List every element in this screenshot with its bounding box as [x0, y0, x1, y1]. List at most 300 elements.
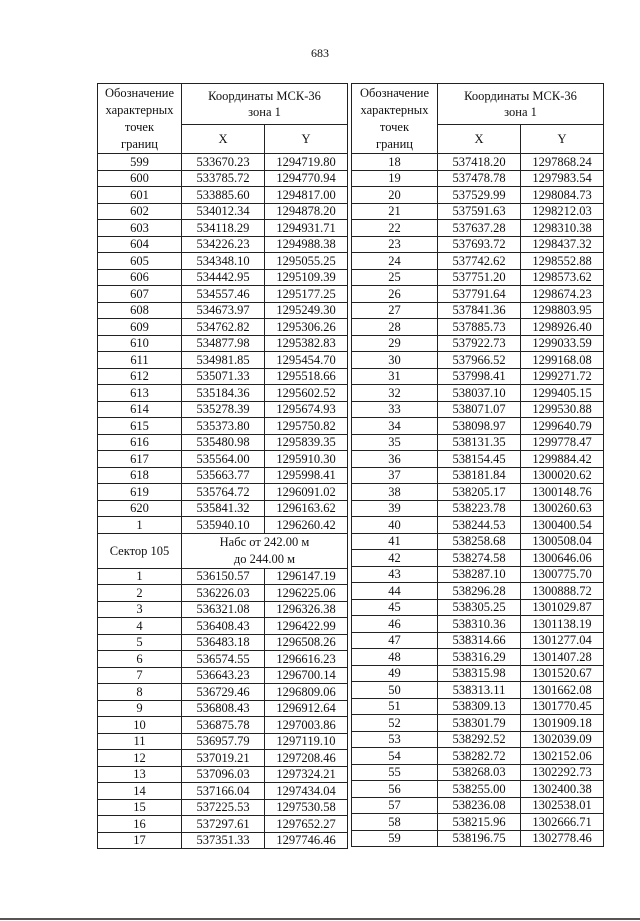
x-coordinate-cell: 538282.72 [438, 748, 521, 765]
point-id-cell: 24 [352, 253, 438, 270]
y-coordinate-cell: 1297868.24 [521, 154, 604, 171]
x-coordinate-cell: 535480.98 [182, 434, 265, 451]
table-row [98, 401, 348, 418]
header-point-name: Обозначение характерных точек границ [352, 84, 438, 154]
x-coordinate-cell: 538196.75 [438, 830, 521, 847]
point-id-cell: 47 [352, 632, 438, 649]
x-coordinate-cell: 535071.33 [182, 368, 265, 385]
point-id-cell: 32 [352, 385, 438, 402]
point-id-cell: 5 [98, 634, 182, 651]
header-y: Y [521, 125, 604, 154]
x-coordinate-cell: 537418.20 [438, 154, 521, 171]
table-row [352, 517, 604, 534]
left-rows-a [98, 154, 348, 534]
x-coordinate-cell: 538255.00 [438, 781, 521, 798]
table-row [352, 632, 604, 649]
y-coordinate-cell: 1302538.01 [521, 797, 604, 814]
x-coordinate-cell: 537841.36 [438, 302, 521, 319]
right-rows [352, 154, 604, 847]
y-coordinate-cell: 1301407.28 [521, 649, 604, 666]
table-row [352, 715, 604, 732]
x-coordinate-cell: 537998.41 [438, 368, 521, 385]
y-coordinate-cell: 1296809.06 [265, 684, 348, 701]
x-coordinate-cell: 536150.57 [182, 568, 265, 585]
table-row [352, 830, 604, 847]
y-coordinate-cell: 1296147.19 [265, 568, 348, 585]
table-row [352, 467, 604, 484]
x-coordinate-cell: 538305.25 [438, 599, 521, 616]
y-coordinate-cell: 1298552.88 [521, 253, 604, 270]
table-row [352, 781, 604, 798]
point-id-cell: 603 [98, 220, 182, 237]
table-row [98, 319, 348, 336]
scan-bottom-edge [0, 918, 640, 920]
point-id-cell: 41 [352, 533, 438, 550]
x-coordinate-cell: 538215.96 [438, 814, 521, 831]
point-id-cell: 17 [98, 832, 182, 849]
table-row [98, 220, 348, 237]
x-coordinate-cell: 534762.82 [182, 319, 265, 336]
y-coordinate-cell: 1297530.58 [265, 799, 348, 816]
point-id-cell: 614 [98, 401, 182, 418]
y-coordinate-cell: 1297003.86 [265, 717, 348, 734]
y-coordinate-cell: 1302152.06 [521, 748, 604, 765]
x-coordinate-cell: 536729.46 [182, 684, 265, 701]
x-coordinate-cell: 538154.45 [438, 451, 521, 468]
table-row [98, 651, 348, 668]
point-id-cell: 48 [352, 649, 438, 666]
point-id-cell: 55 [352, 764, 438, 781]
left-rows-b [98, 568, 348, 849]
table-row [98, 568, 348, 585]
x-coordinate-cell: 533885.60 [182, 187, 265, 204]
y-coordinate-cell: 1296163.62 [265, 500, 348, 517]
point-id-cell: 59 [352, 830, 438, 847]
table-row [98, 368, 348, 385]
table-row [352, 352, 604, 369]
x-coordinate-cell: 538071.07 [438, 401, 521, 418]
point-id-cell: 602 [98, 203, 182, 220]
point-id-cell: 35 [352, 434, 438, 451]
y-coordinate-cell: 1298437.32 [521, 236, 604, 253]
point-id-cell: 26 [352, 286, 438, 303]
x-coordinate-cell: 538274.58 [438, 550, 521, 567]
y-coordinate-cell: 1300508.04 [521, 533, 604, 550]
table-row [98, 750, 348, 767]
table-row [98, 203, 348, 220]
point-id-cell: 601 [98, 187, 182, 204]
y-coordinate-cell: 1294817.00 [265, 187, 348, 204]
x-coordinate-cell: 537693.72 [438, 236, 521, 253]
table-row [98, 618, 348, 635]
y-coordinate-cell: 1297208.46 [265, 750, 348, 767]
x-coordinate-cell: 534981.85 [182, 352, 265, 369]
table-row [98, 585, 348, 602]
point-id-cell: 3 [98, 601, 182, 618]
table-row [352, 319, 604, 336]
table-row [98, 467, 348, 484]
y-coordinate-cell: 1296326.38 [265, 601, 348, 618]
x-coordinate-cell: 538314.66 [438, 632, 521, 649]
y-coordinate-cell: 1295249.30 [265, 302, 348, 319]
x-coordinate-cell: 538287.10 [438, 566, 521, 583]
y-coordinate-cell: 1295306.26 [265, 319, 348, 336]
point-id-cell: 610 [98, 335, 182, 352]
point-id-cell: 1 [98, 517, 182, 534]
y-coordinate-cell: 1298310.38 [521, 220, 604, 237]
point-id-cell: 18 [352, 154, 438, 171]
y-coordinate-cell: 1300888.72 [521, 583, 604, 600]
point-id-cell: 14 [98, 783, 182, 800]
point-id-cell: 33 [352, 401, 438, 418]
point-id-cell: 30 [352, 352, 438, 369]
point-id-cell: 23 [352, 236, 438, 253]
y-coordinate-cell: 1299640.79 [521, 418, 604, 435]
x-coordinate-cell: 534557.46 [182, 286, 265, 303]
y-coordinate-cell: 1301277.04 [521, 632, 604, 649]
table-row [98, 434, 348, 451]
point-id-cell: 46 [352, 616, 438, 633]
x-coordinate-cell: 535663.77 [182, 467, 265, 484]
table-row [352, 220, 604, 237]
point-id-cell: 4 [98, 618, 182, 635]
x-coordinate-cell: 537885.73 [438, 319, 521, 336]
y-coordinate-cell: 1297324.21 [265, 766, 348, 783]
table-row [352, 550, 604, 567]
table-row [98, 832, 348, 849]
table-row [98, 484, 348, 501]
y-coordinate-cell: 1295839.35 [265, 434, 348, 451]
y-coordinate-cell: 1295674.93 [265, 401, 348, 418]
y-coordinate-cell: 1298803.95 [521, 302, 604, 319]
point-id-cell: 618 [98, 467, 182, 484]
x-coordinate-cell: 533785.72 [182, 170, 265, 187]
y-coordinate-cell: 1300260.63 [521, 500, 604, 517]
y-coordinate-cell: 1300646.06 [521, 550, 604, 567]
x-coordinate-cell: 536483.18 [182, 634, 265, 651]
y-coordinate-cell: 1299778.47 [521, 434, 604, 451]
point-id-cell: 600 [98, 170, 182, 187]
y-coordinate-cell: 1294878.20 [265, 203, 348, 220]
x-coordinate-cell: 535564.00 [182, 451, 265, 468]
point-id-cell: 52 [352, 715, 438, 732]
y-coordinate-cell: 1297119.10 [265, 733, 348, 750]
table-row [352, 236, 604, 253]
table-row [352, 286, 604, 303]
y-coordinate-cell: 1297434.04 [265, 783, 348, 800]
y-coordinate-cell: 1302039.09 [521, 731, 604, 748]
y-coordinate-cell: 1299033.59 [521, 335, 604, 352]
y-coordinate-cell: 1301662.08 [521, 682, 604, 699]
table-row [352, 368, 604, 385]
x-coordinate-cell: 537637.28 [438, 220, 521, 237]
y-coordinate-cell: 1298573.62 [521, 269, 604, 286]
point-id-cell: 612 [98, 368, 182, 385]
y-coordinate-cell: 1295454.70 [265, 352, 348, 369]
y-coordinate-cell: 1297983.54 [521, 170, 604, 187]
point-id-cell: 57 [352, 797, 438, 814]
table-row [352, 616, 604, 633]
y-coordinate-cell: 1298212.03 [521, 203, 604, 220]
x-coordinate-cell: 536957.79 [182, 733, 265, 750]
x-coordinate-cell: 538313.11 [438, 682, 521, 699]
sector-altitude-note: Набс от 242.00 м до 244.00 м [182, 533, 348, 568]
y-coordinate-cell: 1296616.23 [265, 651, 348, 668]
table-row [98, 733, 348, 750]
table-row [352, 583, 604, 600]
header-x: X [182, 125, 265, 154]
x-coordinate-cell: 535278.39 [182, 401, 265, 418]
table-row [352, 566, 604, 583]
x-coordinate-cell: 538309.13 [438, 698, 521, 715]
table-row [352, 401, 604, 418]
x-coordinate-cell: 534442.95 [182, 269, 265, 286]
x-coordinate-cell: 534673.97 [182, 302, 265, 319]
x-coordinate-cell: 535940.10 [182, 517, 265, 534]
point-id-cell: 2 [98, 585, 182, 602]
y-coordinate-cell: 1299884.42 [521, 451, 604, 468]
x-coordinate-cell: 538205.17 [438, 484, 521, 501]
x-coordinate-cell: 538223.78 [438, 500, 521, 517]
y-coordinate-cell: 1295518.66 [265, 368, 348, 385]
table-row [352, 302, 604, 319]
coordinates-table-right [351, 83, 604, 847]
y-coordinate-cell: 1299168.08 [521, 352, 604, 369]
point-id-cell: 599 [98, 154, 182, 171]
point-id-cell: 10 [98, 717, 182, 734]
x-coordinate-cell: 536408.43 [182, 618, 265, 635]
point-id-cell: 44 [352, 583, 438, 600]
x-coordinate-cell: 538316.29 [438, 649, 521, 666]
point-id-cell: 615 [98, 418, 182, 435]
point-id-cell: 605 [98, 253, 182, 270]
y-coordinate-cell: 1295998.41 [265, 467, 348, 484]
table-row [98, 684, 348, 701]
table-row [352, 418, 604, 435]
point-id-cell: 36 [352, 451, 438, 468]
table-row [98, 451, 348, 468]
y-coordinate-cell: 1302400.38 [521, 781, 604, 798]
point-id-cell: 608 [98, 302, 182, 319]
x-coordinate-cell: 534118.29 [182, 220, 265, 237]
table-row [352, 797, 604, 814]
point-id-cell: 8 [98, 684, 182, 701]
x-coordinate-cell: 534877.98 [182, 335, 265, 352]
header-coordinates: Координаты МСК-36 зона 1 [438, 84, 604, 125]
table-row [352, 203, 604, 220]
table-row [352, 731, 604, 748]
point-id-cell: 43 [352, 566, 438, 583]
table-row [352, 269, 604, 286]
y-coordinate-cell: 1300775.70 [521, 566, 604, 583]
sector-label: Сектор 105 [98, 533, 182, 568]
x-coordinate-cell: 538258.68 [438, 533, 521, 550]
y-coordinate-cell: 1301138.19 [521, 616, 604, 633]
y-coordinate-cell: 1299405.15 [521, 385, 604, 402]
y-coordinate-cell: 1295602.52 [265, 385, 348, 402]
point-id-cell: 54 [352, 748, 438, 765]
point-id-cell: 58 [352, 814, 438, 831]
y-coordinate-cell: 1296700.14 [265, 667, 348, 684]
y-coordinate-cell: 1299530.88 [521, 401, 604, 418]
x-coordinate-cell: 535184.36 [182, 385, 265, 402]
x-coordinate-cell: 537591.63 [438, 203, 521, 220]
coordinates-table-left [97, 83, 348, 849]
table-row [98, 236, 348, 253]
x-coordinate-cell: 537478.78 [438, 170, 521, 187]
x-coordinate-cell: 536643.23 [182, 667, 265, 684]
table-row [352, 682, 604, 699]
y-coordinate-cell: 1297652.27 [265, 816, 348, 833]
point-id-cell: 27 [352, 302, 438, 319]
x-coordinate-cell: 538236.08 [438, 797, 521, 814]
table-row [352, 698, 604, 715]
table-row [98, 352, 348, 369]
table-row [98, 700, 348, 717]
x-coordinate-cell: 535764.72 [182, 484, 265, 501]
table-row [352, 170, 604, 187]
point-id-cell: 6 [98, 651, 182, 668]
x-coordinate-cell: 534226.23 [182, 236, 265, 253]
x-coordinate-cell: 538268.03 [438, 764, 521, 781]
point-id-cell: 1 [98, 568, 182, 585]
x-coordinate-cell: 538292.52 [438, 731, 521, 748]
point-id-cell: 12 [98, 750, 182, 767]
y-coordinate-cell: 1299271.72 [521, 368, 604, 385]
table-row [352, 484, 604, 501]
point-id-cell: 40 [352, 517, 438, 534]
x-coordinate-cell: 538296.28 [438, 583, 521, 600]
page-number: 683 [311, 46, 329, 60]
table-row [352, 500, 604, 517]
table-row [98, 253, 348, 270]
y-coordinate-cell: 1298084.73 [521, 187, 604, 204]
y-coordinate-cell: 1295109.39 [265, 269, 348, 286]
x-coordinate-cell: 537019.21 [182, 750, 265, 767]
table-row [352, 649, 604, 666]
table-row [98, 799, 348, 816]
y-coordinate-cell: 1295750.82 [265, 418, 348, 435]
header-point-name: Обозначение характерных точек границ [98, 84, 182, 154]
point-id-cell: 11 [98, 733, 182, 750]
table-row [98, 500, 348, 517]
y-coordinate-cell: 1295177.25 [265, 286, 348, 303]
x-coordinate-cell: 536875.78 [182, 717, 265, 734]
y-coordinate-cell: 1296422.99 [265, 618, 348, 635]
table-row [98, 717, 348, 734]
sector-block [98, 533, 348, 568]
point-id-cell: 617 [98, 451, 182, 468]
x-coordinate-cell: 538244.53 [438, 517, 521, 534]
point-id-cell: 13 [98, 766, 182, 783]
table-row [352, 385, 604, 402]
y-coordinate-cell: 1301909.18 [521, 715, 604, 732]
table-row [98, 766, 348, 783]
table-row [98, 187, 348, 204]
header-y: Y [265, 125, 348, 154]
point-id-cell: 21 [352, 203, 438, 220]
x-coordinate-cell: 536808.43 [182, 700, 265, 717]
x-coordinate-cell: 536226.03 [182, 585, 265, 602]
point-id-cell: 611 [98, 352, 182, 369]
point-id-cell: 25 [352, 269, 438, 286]
y-coordinate-cell: 1297746.46 [265, 832, 348, 849]
point-id-cell: 34 [352, 418, 438, 435]
point-id-cell: 9 [98, 700, 182, 717]
table-row [98, 286, 348, 303]
point-id-cell: 613 [98, 385, 182, 402]
table-row [98, 816, 348, 833]
point-id-cell: 51 [352, 698, 438, 715]
x-coordinate-cell: 537225.53 [182, 799, 265, 816]
table-row [352, 814, 604, 831]
table-row [98, 170, 348, 187]
table-row [352, 434, 604, 451]
point-id-cell: 15 [98, 799, 182, 816]
point-id-cell: 37 [352, 467, 438, 484]
table-row [98, 154, 348, 171]
point-id-cell: 620 [98, 500, 182, 517]
x-coordinate-cell: 535373.80 [182, 418, 265, 435]
point-id-cell: 607 [98, 286, 182, 303]
table-row [352, 187, 604, 204]
y-coordinate-cell: 1300020.62 [521, 467, 604, 484]
y-coordinate-cell: 1294770.94 [265, 170, 348, 187]
table-row [98, 783, 348, 800]
point-id-cell: 38 [352, 484, 438, 501]
table-row [352, 335, 604, 352]
x-coordinate-cell: 537529.99 [438, 187, 521, 204]
x-coordinate-cell: 538310.36 [438, 616, 521, 633]
header-x: X [438, 125, 521, 154]
point-id-cell: 28 [352, 319, 438, 336]
y-coordinate-cell: 1294988.38 [265, 236, 348, 253]
table-row [98, 601, 348, 618]
point-id-cell: 45 [352, 599, 438, 616]
x-coordinate-cell: 538181.84 [438, 467, 521, 484]
y-coordinate-cell: 1295910.30 [265, 451, 348, 468]
table-row [98, 269, 348, 286]
x-coordinate-cell: 538131.35 [438, 434, 521, 451]
x-coordinate-cell: 537751.20 [438, 269, 521, 286]
x-coordinate-cell: 537351.33 [182, 832, 265, 849]
y-coordinate-cell: 1300148.76 [521, 484, 604, 501]
x-coordinate-cell: 537966.52 [438, 352, 521, 369]
point-id-cell: 619 [98, 484, 182, 501]
table-row [352, 451, 604, 468]
y-coordinate-cell: 1301029.87 [521, 599, 604, 616]
point-id-cell: 16 [98, 816, 182, 833]
y-coordinate-cell: 1296912.64 [265, 700, 348, 717]
point-id-cell: 19 [352, 170, 438, 187]
table-row [98, 302, 348, 319]
point-id-cell: 56 [352, 781, 438, 798]
y-coordinate-cell: 1301770.45 [521, 698, 604, 715]
table-row [352, 154, 604, 171]
header-coordinates: Координаты МСК-36 зона 1 [182, 84, 348, 125]
point-id-cell: 29 [352, 335, 438, 352]
table-row [98, 667, 348, 684]
x-coordinate-cell: 536574.55 [182, 651, 265, 668]
point-id-cell: 20 [352, 187, 438, 204]
point-id-cell: 616 [98, 434, 182, 451]
point-id-cell: 604 [98, 236, 182, 253]
y-coordinate-cell: 1298926.40 [521, 319, 604, 336]
y-coordinate-cell: 1295382.83 [265, 335, 348, 352]
table-row [98, 385, 348, 402]
y-coordinate-cell: 1296260.42 [265, 517, 348, 534]
x-coordinate-cell: 538098.97 [438, 418, 521, 435]
